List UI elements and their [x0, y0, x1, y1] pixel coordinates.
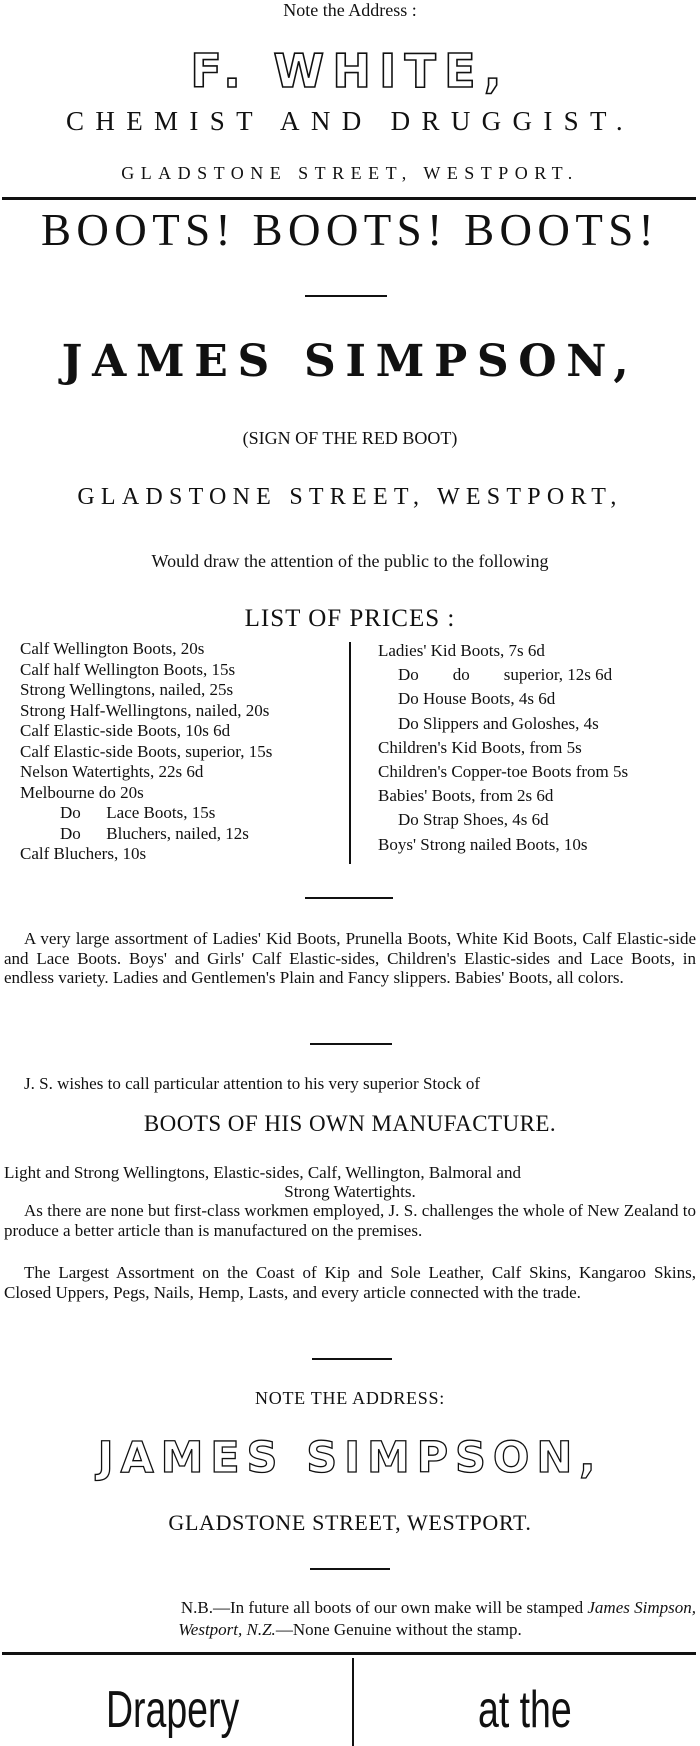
- price-item: Calf Wellington Boots, 20s: [20, 639, 205, 658]
- intro-text: Would draw the attention of the public to the following: [151, 551, 549, 571]
- price-item: Children's Kid Boots, from 5s: [378, 737, 582, 757]
- footer-address: GLADSTONE STREET, WESTPORT.: [168, 1510, 532, 1535]
- shop-sign: (SIGN OF THE RED BOOT): [242, 428, 458, 448]
- price-item: Calf Elastic-side Boots, 10s 6d: [20, 721, 231, 740]
- chemist-address: GLADSTONE STREET, WESTPORT.: [121, 163, 579, 183]
- price-item: Babies' Boots, from 2s 6d: [378, 786, 554, 806]
- nb-text: —None Genuine without the stamp.: [275, 1620, 522, 1639]
- prices-title: LIST OF PRICES :: [244, 605, 456, 632]
- nb-line: [0, 1620, 700, 1640]
- footer-note: NOTE THE ADDRESS:: [255, 1388, 445, 1408]
- price-item: Melbourne do 20s: [20, 782, 144, 802]
- header-divider: [2, 197, 696, 200]
- price-item: Nelson Watertights, 22s 6d: [20, 762, 204, 781]
- chemist-title: CHEMIST AND DRUGGIST.: [66, 106, 634, 136]
- bottom-column-divider: [352, 1658, 354, 1746]
- short-rule: [310, 1043, 392, 1045]
- column-divider: [349, 642, 351, 864]
- price-item: Do House Boots, 4s 6d: [398, 689, 556, 709]
- price-item: Do Slippers and Goloshes, 4s: [398, 713, 599, 733]
- manufacture-line: Strong Watertights.: [284, 1182, 416, 1201]
- chemist-name: F. WHITE,: [190, 44, 510, 98]
- price-item: Calf Bluchers, 10s: [20, 844, 147, 863]
- price-item: Strong Half-Wellingtons, nailed, 20s: [20, 700, 270, 720]
- workmen-paragraph: As there are none but first-class workmen employed, J. S. challenges the whole of New Zealand to produce a better article than is manufactured on the premises.: [4, 1201, 696, 1240]
- price-item: Do Strap Shoes, 4s 6d: [398, 810, 549, 830]
- assortment-paragraph: A very large assortment of Ladies' Kid Boots, Prunella Boots, White Kid Boots, Calf Elastic-side and Lace Boots. Boys' and Girls' Calf Elastic-sides, Children's Elastic-sides and Lace Boots, in endless variety. Ladies and Gentlemen's Plain and Fancy slippers. Babies' Boots, all colors.: [4, 929, 696, 987]
- short-rule: [305, 897, 393, 899]
- shop-address: GLADSTONE STREET, WESTPORT,: [77, 484, 623, 510]
- short-rule: [305, 295, 387, 297]
- manufacture-line: Light and Strong Wellingtons, Elastic-sides, Calf, Wellington, Balmoral and: [4, 1163, 521, 1182]
- prices-right-column: [378, 639, 628, 857]
- short-rule: [312, 1358, 392, 1360]
- price-item: Children's Copper-toe Boots from 5s: [378, 762, 629, 782]
- price-item: Do Bluchers, nailed, 12s: [60, 823, 249, 843]
- nb-line: [4, 1598, 696, 1618]
- nb-stamp-place: Westport, N.Z.: [178, 1620, 276, 1639]
- nb-stamp-name: James Simpson,: [587, 1598, 696, 1617]
- next-ad-left: Drapery: [106, 1681, 240, 1739]
- price-item: Do Lace Boots, 15s: [60, 803, 216, 822]
- footer-name: JAMES SIMPSON,: [97, 1433, 603, 1483]
- leather-paragraph: The Largest Assortment on the Coast of Kip and Sole Leather, Calf Skins, Kangaroo Skins, Closed Uppers, Pegs, Nails, Hemp, Lasts, and every article connected with the trade.: [4, 1263, 696, 1302]
- price-item: Calf half Wellington Boots, 15s: [20, 659, 236, 679]
- price-item: Ladies' Kid Boots, 7s 6d: [378, 641, 545, 660]
- nb-text: N.B.—In future all boots of our own make will be stamped: [180, 1598, 588, 1617]
- bottom-divider: [2, 1652, 696, 1655]
- prices-left-column: [20, 639, 272, 865]
- price-item: Strong Wellingtons, nailed, 25s: [20, 680, 234, 699]
- price-item: Calf Elastic-side Boots, superior, 15s: [20, 741, 273, 761]
- price-item: Do do superior, 12s 6d: [398, 665, 613, 685]
- next-ad-right: at the: [478, 1681, 572, 1739]
- attention-text: J. S. wishes to call particular attention to his very superior Stock of: [24, 1074, 481, 1093]
- short-rule: [310, 1568, 390, 1570]
- manufacture-heading: BOOTS OF HIS OWN MANUFACTURE.: [143, 1111, 557, 1136]
- boots-banner: BOOTS! BOOTS! BOOTS!: [40, 205, 660, 255]
- address-note: Note the Address :: [283, 0, 417, 20]
- price-item: Boys' Strong nailed Boots, 10s: [378, 834, 588, 854]
- proprietor-name: JAMES SIMPSON,: [61, 336, 639, 387]
